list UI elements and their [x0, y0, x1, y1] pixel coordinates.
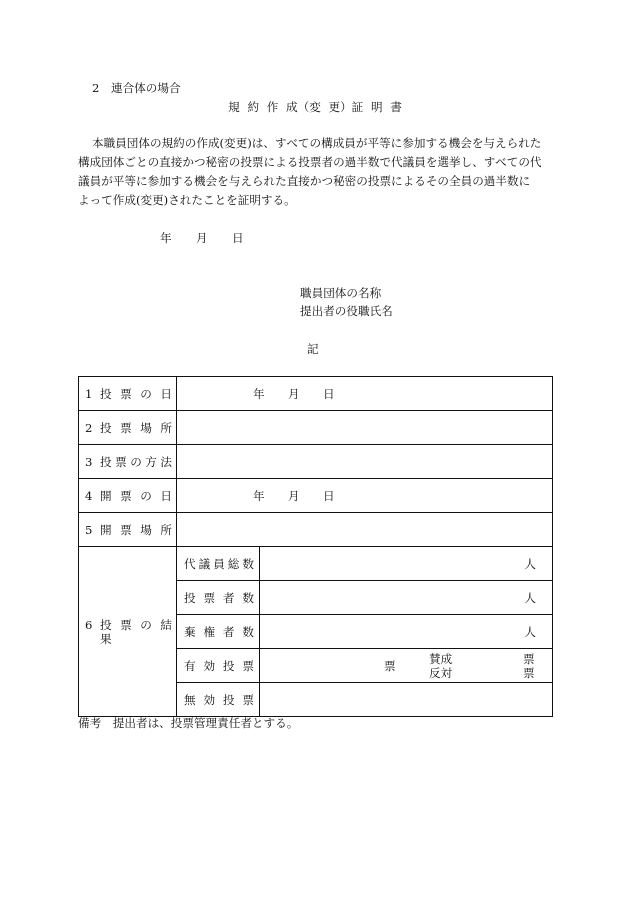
body-line-1: 本職員団体の規約の作成(変更)は、すべての構成員が平等に参加する機会を与えられた: [92, 136, 542, 150]
abstainers-count-label: 棄 権 者 数: [184, 624, 254, 639]
row-number: 2: [85, 420, 93, 435]
delegates-total-unit: 人: [524, 556, 536, 571]
table-row: [79, 377, 553, 411]
voters-count-value: [260, 581, 553, 615]
valid-votes-label: 有 効 投 票: [184, 658, 254, 673]
voters-count-label: 投 票 者 数: [184, 590, 254, 605]
sub-label-cell: [177, 547, 260, 581]
document-title: 規 約 作 成（変 更）証 明 書: [228, 100, 402, 114]
votes-for-label: 賛成: [429, 652, 453, 666]
table-row: [79, 411, 553, 445]
votes-for-unit: 票: [523, 652, 535, 666]
delegates-total-value: [260, 547, 553, 581]
submitter-label: 提出者の役職氏名: [300, 304, 393, 318]
delegates-total-label: 代議員総数: [184, 556, 254, 571]
table-row: [79, 513, 553, 547]
body-line-3: 議員が平等に参加する機会を与えられた直接かつ秘密の投票によるその全員の過半数に: [78, 174, 531, 188]
sub-label-cell: [177, 615, 260, 649]
abstainers-count-value: [260, 615, 553, 649]
row-label-cell: [79, 513, 177, 547]
row-label: 投 票 場 所: [100, 420, 172, 435]
abstainers-count-unit: 人: [524, 624, 536, 639]
sub-label-cell: [177, 649, 260, 683]
voting-place-value: [177, 411, 553, 445]
date-day: 日: [232, 231, 244, 245]
counting-date-year: 年: [253, 488, 265, 503]
voting-record-table: [78, 376, 553, 717]
row-label-cell: [79, 411, 177, 445]
counting-date-month: 月: [288, 488, 300, 503]
row-number: 3: [85, 454, 93, 469]
votes-against-label: 反対: [429, 666, 453, 680]
counting-date-value: [177, 479, 553, 513]
voting-method-value: [177, 445, 553, 479]
row-label: 開 票 場 所: [100, 522, 172, 537]
sub-label-cell: [177, 683, 260, 717]
row-label: 投 票 の 結 果: [100, 617, 172, 646]
valid-votes-unit: 票: [384, 658, 396, 673]
row-label-cell: [79, 547, 177, 717]
section-heading: 2 連合体の場合: [92, 81, 181, 95]
table-row: [79, 445, 553, 479]
row-number: 6: [85, 617, 93, 632]
record-mark: 記: [307, 342, 319, 356]
valid-votes-value: [260, 649, 553, 683]
table-row: [79, 547, 553, 581]
counting-date-day: 日: [323, 488, 335, 503]
row-number: 5: [85, 522, 93, 537]
row-number: 1: [85, 386, 93, 401]
row-label-cell: [79, 479, 177, 513]
row-label-cell: [79, 445, 177, 479]
body-line-2: 構成団体ごとの直接かつ秘密の投票による投票者の過半数で代議員を選挙し、すべての代: [78, 155, 542, 169]
voting-date-month: 月: [288, 386, 300, 401]
row-label: 開 票 の 日: [100, 488, 172, 503]
votes-against-unit: 票: [523, 666, 535, 680]
date-year: 年: [160, 231, 172, 245]
row-label: 投票の方法: [100, 454, 172, 469]
voting-date-year: 年: [253, 386, 265, 401]
invalid-votes-label: 無 効 投 票: [184, 692, 254, 707]
row-label: 投 票 の 日: [100, 386, 172, 401]
remarks-note: 備考 提出者は、投票管理責任者とする。: [78, 716, 299, 730]
row-label-cell: [79, 377, 177, 411]
counting-place-value: [177, 513, 553, 547]
body-line-4: よって作成(変更)されたことを証明する。: [78, 193, 296, 207]
invalid-votes-value: [260, 683, 553, 717]
table-row: [79, 479, 553, 513]
voting-date-value: [177, 377, 553, 411]
voters-count-unit: 人: [524, 590, 536, 605]
row-number: 4: [85, 488, 93, 503]
date-month: 月: [196, 231, 208, 245]
voting-date-day: 日: [323, 386, 335, 401]
sub-label-cell: [177, 581, 260, 615]
org-name-label: 職員団体の名称: [300, 286, 382, 300]
